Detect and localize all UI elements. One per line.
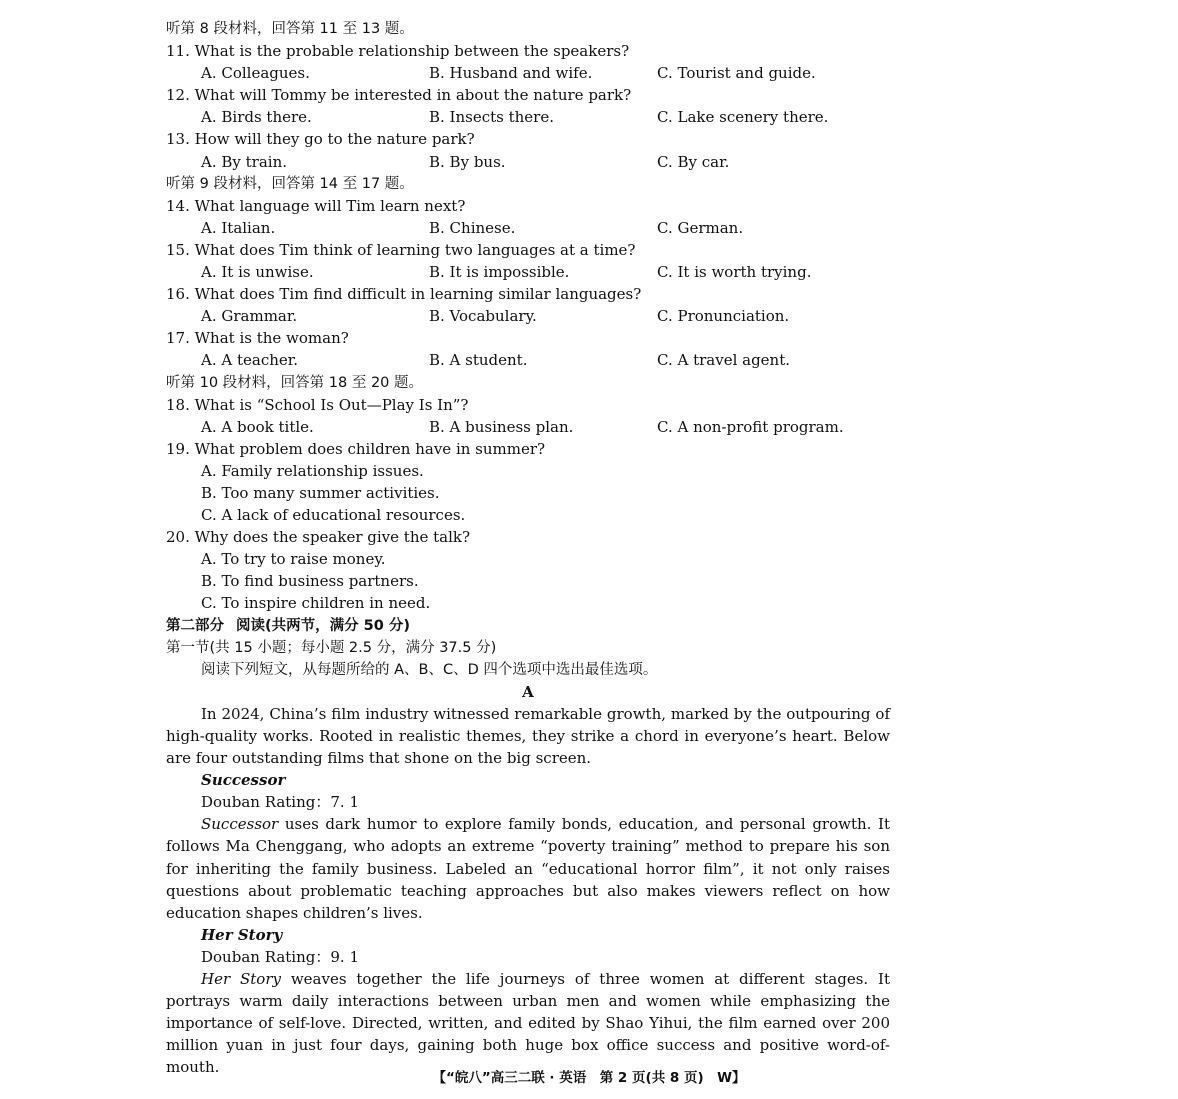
film-2-description-text: weaves together the life journeys of three women at different stages. It portrays warm daily interactions between urban men and women while emphasizing the importance of self-love. Directed, written, and edited by Shao Yihui, the film earned over 200 million yuan in just four days, gaining both huge box office success and positive word-of-mouth. xyxy=(166,970,890,1077)
option-b: B. A student. xyxy=(429,351,528,370)
option-b: B. Vocabulary. xyxy=(429,307,537,326)
question-14-stem: 14. What language will Tim learn next? xyxy=(166,196,466,215)
option-c: C. Lake scenery there. xyxy=(657,108,829,127)
option-b: B. It is impossible. xyxy=(429,263,570,282)
film-2-rating: Douban Rating：9. 1 xyxy=(201,947,359,966)
option-a: A. Family relationship issues. xyxy=(201,461,424,480)
page-footer: 【“皖八”高三二联 · 英语 第 2 页(共 8 页) W】 xyxy=(432,1070,746,1086)
question-17-options xyxy=(166,349,890,371)
option-a: A. A book title. xyxy=(201,417,314,436)
section-1-heading: 第一节(共 15 小题；每小题 2.5 分，满分 37.5 分) xyxy=(166,639,497,656)
question-12-options xyxy=(166,106,890,128)
option-b: B. Husband and wife. xyxy=(429,64,593,83)
question-13-stem: 13. How will they go to the nature park? xyxy=(166,130,475,149)
section-9-header: 听第 9 段材料，回答第 14 至 17 题。 xyxy=(166,175,414,192)
question-12-stem: 12. What will Tommy be interested in about the nature park? xyxy=(166,86,632,105)
option-c: C. A travel agent. xyxy=(657,351,791,370)
question-16-stem: 16. What does Tim find difficult in learning similar languages? xyxy=(166,285,642,304)
option-a: A. Birds there. xyxy=(201,108,312,127)
exam-page xyxy=(166,18,890,1079)
option-c: C. Pronunciation. xyxy=(657,307,790,326)
option-c: C. German. xyxy=(657,218,744,237)
film-2-description xyxy=(166,968,890,1078)
question-11-stem: 11. What is the probable relationship between the speakers? xyxy=(166,42,630,61)
option-a: A. A teacher. xyxy=(201,351,299,370)
question-11-options xyxy=(166,62,890,84)
film-2-title: Her Story xyxy=(201,925,283,944)
question-14-options xyxy=(166,217,890,239)
question-13-options xyxy=(166,151,890,173)
option-b: B. Too many summer activities. xyxy=(201,483,440,502)
option-b: B. Insects there. xyxy=(429,108,554,127)
passage-intro-text: In 2024, China’s film industry witnessed remarkable growth, marked by the outpouring of high-quality works. Rooted in realistic themes, they strike a chord in everyone’s heart. Below are four outstanding films that shone on the big screen. xyxy=(166,704,890,768)
question-15-stem: 15. What does Tim think of learning two languages at a time? xyxy=(166,240,636,259)
option-a: A. It is unwise. xyxy=(201,263,314,282)
option-a: A. To try to raise money. xyxy=(201,550,386,569)
question-18-options xyxy=(166,416,890,438)
film-2-title-inline: Her Story xyxy=(201,970,281,989)
section-10-header: 听第 10 段材料，回答第 18 至 20 题。 xyxy=(166,374,424,391)
film-1-title-inline: Successor xyxy=(201,815,279,834)
option-a: A. By train. xyxy=(201,152,288,171)
question-16-options xyxy=(166,305,890,327)
question-19-stem: 19. What problem does children have in summer? xyxy=(166,439,546,458)
option-c: C. Tourist and guide. xyxy=(657,64,816,83)
reading-instruction: 阅读下列短文，从每题所给的 A、B、C、D 四个选项中选出最佳选项。 xyxy=(201,661,658,678)
part-2-heading xyxy=(166,615,890,637)
question-17-stem: 17. What is the woman? xyxy=(166,329,349,348)
film-1-description xyxy=(166,813,890,923)
film-1-title: Successor xyxy=(201,771,286,790)
option-a: A. Italian. xyxy=(201,218,276,237)
passage-intro xyxy=(166,703,890,769)
part-2-title: 阅读(共两节，满分 50 分) xyxy=(236,617,411,634)
option-c: C. It is worth trying. xyxy=(657,263,812,282)
option-b: B. Chinese. xyxy=(429,218,516,237)
film-1-description-text: uses dark humor to explore family bonds, education, and personal growth. It follows Ma Chenggang, who adopts an extreme “poverty training” method to prepare his son for inheriting the family business. Labeled an “educational horror film”, it not only raises questions about problematic teaching approaches but also makes viewers reflect on how education shapes children’s lives. xyxy=(166,815,890,922)
film-1-rating: Douban Rating：7. 1 xyxy=(201,793,359,812)
part-2-label: 第二部分 xyxy=(166,617,224,634)
option-a: A. Grammar. xyxy=(201,307,298,326)
option-b: B. A business plan. xyxy=(429,417,574,436)
question-15-options xyxy=(166,261,890,283)
option-a: A. Colleagues. xyxy=(201,64,310,83)
option-b: B. By bus. xyxy=(429,152,506,171)
question-20-stem: 20. Why does the speaker give the talk? xyxy=(166,528,471,547)
passage-letter: A xyxy=(522,682,534,701)
option-c: C. By car. xyxy=(657,152,730,171)
option-c: C. A non-profit program. xyxy=(657,417,844,436)
option-c: C. A lack of educational resources. xyxy=(201,506,466,525)
option-b: B. To find business partners. xyxy=(201,572,419,591)
section-8-header: 听第 8 段材料，回答第 11 至 13 题。 xyxy=(166,21,414,37)
question-18-stem: 18. What is “School Is Out—Play Is In”? xyxy=(166,395,469,414)
option-c: C. To inspire children in need. xyxy=(201,594,431,613)
